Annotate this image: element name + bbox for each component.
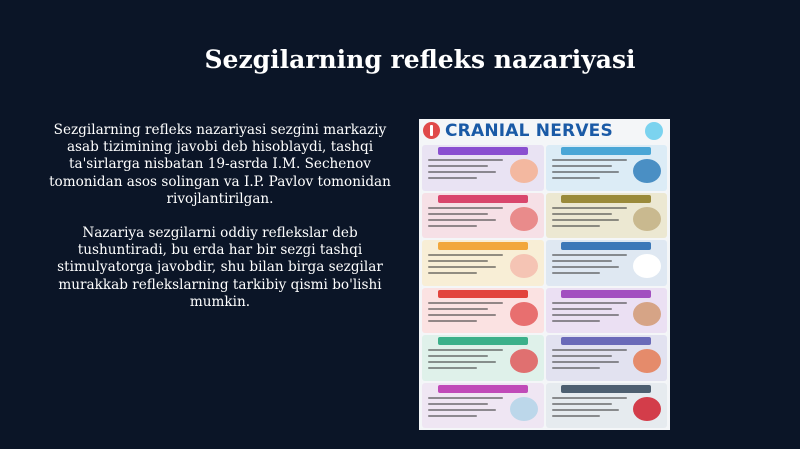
sun-icon (645, 122, 663, 140)
nerve-card-header (561, 147, 651, 155)
nerve-card (546, 335, 668, 381)
nerve-card (422, 288, 544, 334)
nerve-card-header (561, 337, 651, 345)
nerve-card-text (552, 207, 627, 231)
nerve-illustration (510, 159, 538, 183)
nerve-card (546, 193, 668, 239)
nerve-illustration (510, 349, 538, 373)
nerve-card-text (552, 349, 627, 373)
nerve-card (422, 335, 544, 381)
nerve-card-header (561, 290, 651, 298)
paragraph-2: Nazariya sezgilarni oddiy reflekslar deb tushuntiradi, bu erda har bir sezgi tashqi stimulyatorga javobdir, shu bilan birga sezgilar murakkab reflekslarning tarkibiy qismi bo'lishi mumkin. (57, 225, 383, 310)
nerve-card-text (428, 302, 503, 326)
slide-body (48, 122, 392, 328)
nerve-card-header (438, 385, 528, 393)
nerve-card-text (552, 397, 627, 421)
nerve-card (546, 240, 668, 286)
nerve-card-grid (422, 145, 667, 428)
nerve-illustration (633, 302, 661, 326)
nerve-card (422, 240, 544, 286)
nerve-card (422, 383, 544, 429)
nerve-card-header (438, 195, 528, 203)
nerve-card (546, 145, 668, 191)
nerve-illustration (633, 254, 661, 278)
nerve-card-header (438, 337, 528, 345)
nerve-illustration (633, 159, 661, 183)
nerve-illustration (510, 254, 538, 278)
nerve-card-header (438, 290, 528, 298)
nerve-illustration (510, 207, 538, 231)
nerve-card-text (552, 302, 627, 326)
paragraph-1: Sezgilarning refleks nazariyasi sezgini markaziy asab tizimining javobi deb hisoblaydi, tashqi ta'sirlarga nisbatan 19-asrda I.M. Sechenov tomonidan asos solingan va I.P. Pavlov tomonidan rivojlantirilgan. (49, 122, 391, 207)
nerve-card (422, 145, 544, 191)
nerve-card-text (428, 159, 503, 183)
nerve-card-header (561, 385, 651, 393)
poster-title: CRANIAL NERVES (445, 121, 613, 141)
nerve-card-header (561, 242, 651, 250)
nerve-card (422, 193, 544, 239)
nerve-illustration (510, 397, 538, 421)
info-logo-icon (423, 122, 440, 139)
poster-header (419, 119, 670, 143)
nerve-illustration (633, 207, 661, 231)
nerve-illustration (510, 302, 538, 326)
nerve-card-text (552, 159, 627, 183)
nerve-illustration (633, 349, 661, 373)
nerve-card-text (428, 207, 503, 231)
nerve-card (546, 383, 668, 429)
nerve-card-text (428, 349, 503, 373)
nerve-card-text (428, 254, 503, 278)
slide-title: Sezgilarning refleks nazariyasi (204, 44, 636, 74)
cranial-nerves-poster (419, 119, 670, 430)
nerve-card-text (552, 254, 627, 278)
nerve-card-text (428, 397, 503, 421)
nerve-illustration (633, 397, 661, 421)
nerve-card-header (438, 147, 528, 155)
nerve-card (546, 288, 668, 334)
nerve-card-header (438, 242, 528, 250)
nerve-card-header (561, 195, 651, 203)
